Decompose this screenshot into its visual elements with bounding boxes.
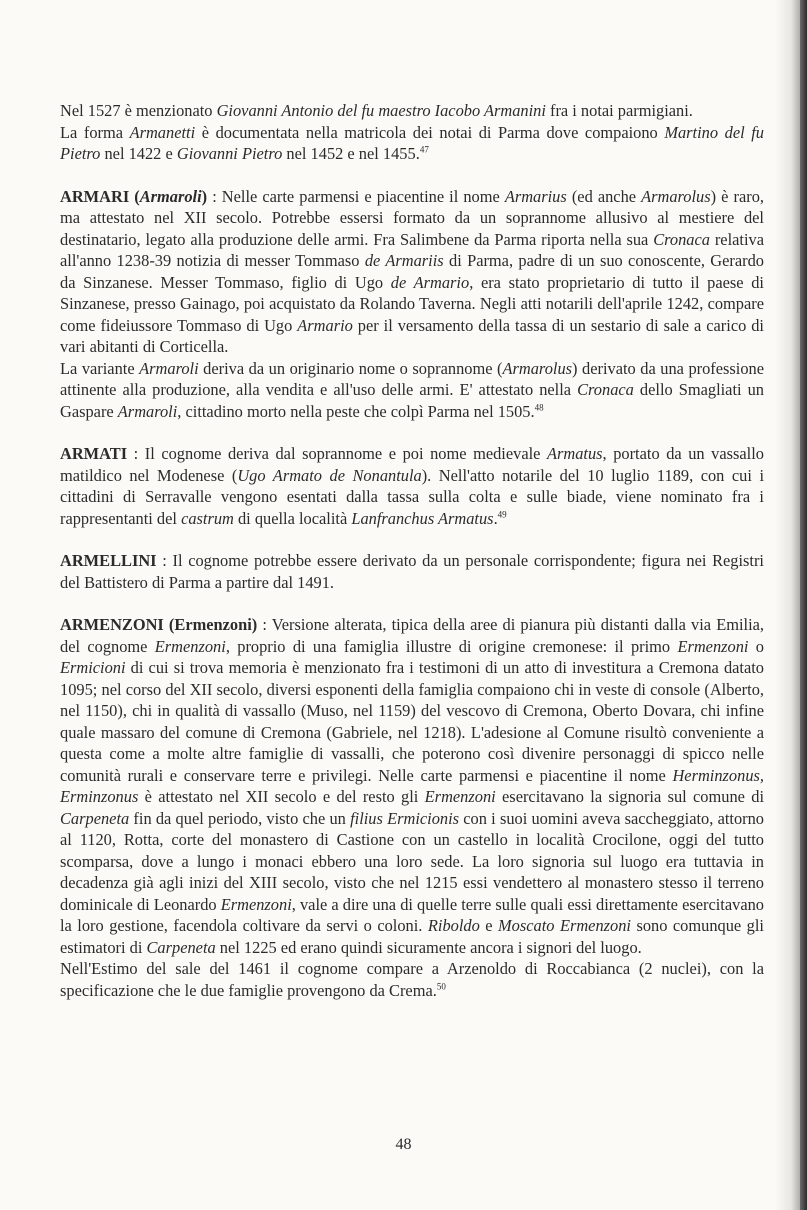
text-run: relativa all'anno 1238-39 notizia di messer Tommaso [60, 229, 764, 270]
text-run: , era stato proprietario di tutto il paese di Sinzanese, presso Gainago, poi acquistato da Rolando Taverna. Negli atti notarili dell'aprile 1242, compare come fideiussore Tommaso di Ugo [60, 272, 764, 335]
text-run: nel 1422 e [100, 144, 177, 163]
text-run: de Armario [390, 272, 470, 292]
text-run: Armanetti [129, 122, 196, 142]
text-run: esercitavano la signoria sul comune di [495, 787, 765, 806]
text-run: con i suoi uomini aveva saccheggiato, attorno al 1120, Rotta, corte del monastero di Castione con un castello in località Crocilone, oggi del tutto scomparsa, dove a lungo i monaci ebbero una loro sede. La loro signoria sul luogo era tuttavia in decadenza già agli inizi del XIII secolo, visto che nel 1215 essi vendettero al monastero stesso il terreno dominicale di Leonardo [60, 808, 764, 914]
footnote-ref: 47 [419, 144, 429, 155]
text-run: Cronaca [653, 229, 710, 249]
entry-heading: ARMARI ( [60, 186, 140, 206]
text-run: , cittadino morto nella peste che colpì Parma nel 1505. [177, 401, 535, 421]
text-run: Armaroli [139, 358, 199, 378]
text-run: Armaroli [117, 401, 178, 421]
text-run: o [748, 636, 764, 656]
text-run: Armatus [546, 444, 603, 463]
text-run: deriva da un originario nome o soprannome ( [198, 358, 503, 378]
text-run: per il versamento della tassa di un sestario di sale a carico di vari abitanti di Corticella. [60, 315, 764, 356]
text-run: La variante [60, 358, 140, 378]
footnote-ref: 49 [497, 509, 507, 520]
text-run: Herminzonus, Erminzonus [60, 765, 764, 806]
text-run: , proprio di una famiglia illustre di origine cremonese: il primo [225, 636, 678, 656]
text-run: nel 1225 ed erano quindi sicuramente ancora i signori del luogo. [215, 937, 642, 957]
text-run: Riboldo [427, 916, 480, 935]
text-run: sono comunque gli estimatori di [60, 916, 764, 957]
text-run: castrum [181, 508, 234, 528]
text-run: Ugo Armato de Nonantula [237, 465, 422, 485]
text-run: Ermicioni [60, 658, 126, 677]
text-run: Giovanni Antonio del fu maestro Iacobo Armanini [216, 101, 546, 120]
paragraph [60, 186, 764, 358]
text-run: , portato da un vassallo matildico nel Modenese ( [60, 444, 764, 485]
entry-heading: ARMENZONI (Ermenzoni) [60, 615, 258, 634]
text-run: fra i notai parmigiani. [545, 101, 693, 120]
text-run: Martino del fu Pietro [60, 122, 764, 163]
paragraph [60, 958, 764, 1001]
text-run: Cronaca [577, 380, 634, 399]
text-run: Giovanni Pietro [176, 144, 283, 163]
text-run: e [479, 916, 499, 935]
text-run: è attestato nel XII secolo e del resto gli [138, 787, 425, 806]
text-run: Nel 1527 è menzionato [60, 101, 217, 120]
page-number: 48 [395, 1136, 412, 1153]
text-run: Armarius [504, 186, 567, 206]
paragraph [60, 614, 764, 958]
text-run: Carpeneta [60, 808, 130, 828]
page-body [60, 100, 764, 1022]
paragraph [60, 550, 764, 593]
text-run: Nell'Estimo del sale del 1461 il cognome compare a Arzenoldo di Roccabianca (2 nuclei), con la specificazione che le due famiglie provengono da Crema. [60, 959, 764, 1000]
book-spine [800, 0, 807, 1210]
text-run: : Versione alterata, tipica della aree di pianura più distanti dalla via Emilia, del cognome [60, 615, 764, 656]
text-section [60, 186, 764, 423]
text-run: . [493, 508, 498, 528]
entry-heading: ARMATI [60, 444, 128, 463]
text-run: , vale a dire una di quelle terre sulle quali essi direttamente esercitavano la loro gestione, facendola coltivare da servi o coloni. [60, 894, 764, 935]
text-run: ) è raro, ma attestato nel XII secolo. Potrebbe essersi formato da un soprannome allusivo al mestiere del destinatario, legato alla produzione delle armi. Fra Salimbene da Parma riporta nella sua [60, 186, 764, 249]
text-run: ). Nell'atto notarile del 10 luglio 1189, con cui i cittadini di Serravalle vengono esentati dalla tassa sulla colta e sulle biade, viene nominato fra i rappresentanti del [60, 465, 765, 528]
text-run: Lanfranchus Armatus [351, 508, 494, 528]
text-run: Carpeneta [146, 937, 216, 957]
text-run: Ermenzoni [677, 636, 749, 656]
text-run: de Armariis [364, 251, 444, 270]
text-run: Armarolus [641, 186, 711, 206]
text-run: Ermenzoni [154, 636, 226, 656]
text-run: nel 1452 e nel 1455. [282, 144, 420, 163]
text-run: di Parma, padre di un suo conoscente, Gerardo da Sinzanese. Messer Tommaso, figlio di Ugo [60, 251, 764, 292]
text-section [60, 100, 764, 165]
entry-heading: ) [201, 186, 208, 206]
text-run: Moscato Ermenzoni [498, 916, 631, 935]
footnote-ref: 48 [534, 402, 544, 413]
text-section [60, 614, 764, 1001]
text-run: di quella località [233, 508, 352, 528]
text-run: di cui si trova memoria è menzionato fra i testimoni di un atto di investitura a Cremona datato 1095; nel corso del XII secolo, diversi esponenti della famiglia compaiono chi in veste di console (Alberto, nel 1150), chi in qualità di vassallo (Muso, nel 1159) del vescovo di Cremona, Oberto Dovara, chi infine quale massaro del comune di Cremona (Gabriele, nel 1218). L'adesione al Comune risultò conveniente a questa come a molte altre famiglie di vassalli, che poterono così divenire personaggi di spicco nelle comunità rurali e conservare terre e privilegi. Nelle carte parmensi e piacentine il nome [60, 658, 764, 785]
text-run: : Nelle carte parmensi e piacentine il nome [207, 186, 505, 206]
text-run: : Il cognome potrebbe essere derivato da un personale corrispondente; figura nei Registri del Battistero di Parma a partire dal 1491. [60, 551, 764, 592]
text-run: dello Smagliati un Gaspare [60, 380, 764, 421]
footnote-ref: 50 [436, 981, 446, 992]
text-run: : Il cognome deriva dal soprannome e poi nome medievale [127, 444, 547, 463]
paragraph [60, 358, 764, 423]
text-run: fin da quel periodo, visto che un [129, 808, 351, 828]
text-run: Armarolus [502, 358, 573, 378]
text-run: ) derivato da una professione attinente alla produzione, alla vendita e all'uso delle armi. E' attestato nella [60, 358, 764, 399]
entry-heading: ARMELLINI [60, 551, 157, 570]
text-run: Armario [297, 315, 353, 335]
text-run: è documentata nella matricola dei notai di Parma dove compaiono [195, 122, 665, 142]
text-section [60, 550, 764, 593]
paragraph [60, 122, 764, 165]
text-run: Ermenzoni [424, 787, 496, 806]
text-run: La forma [60, 122, 130, 142]
entry-heading: Armaroli [139, 186, 202, 206]
text-run: (ed anche [566, 186, 642, 206]
paragraph [60, 100, 764, 122]
paragraph [60, 443, 764, 529]
text-run: filius Ermicionis [350, 808, 460, 828]
text-section [60, 443, 764, 529]
text-run: Ermenzoni [220, 894, 292, 914]
